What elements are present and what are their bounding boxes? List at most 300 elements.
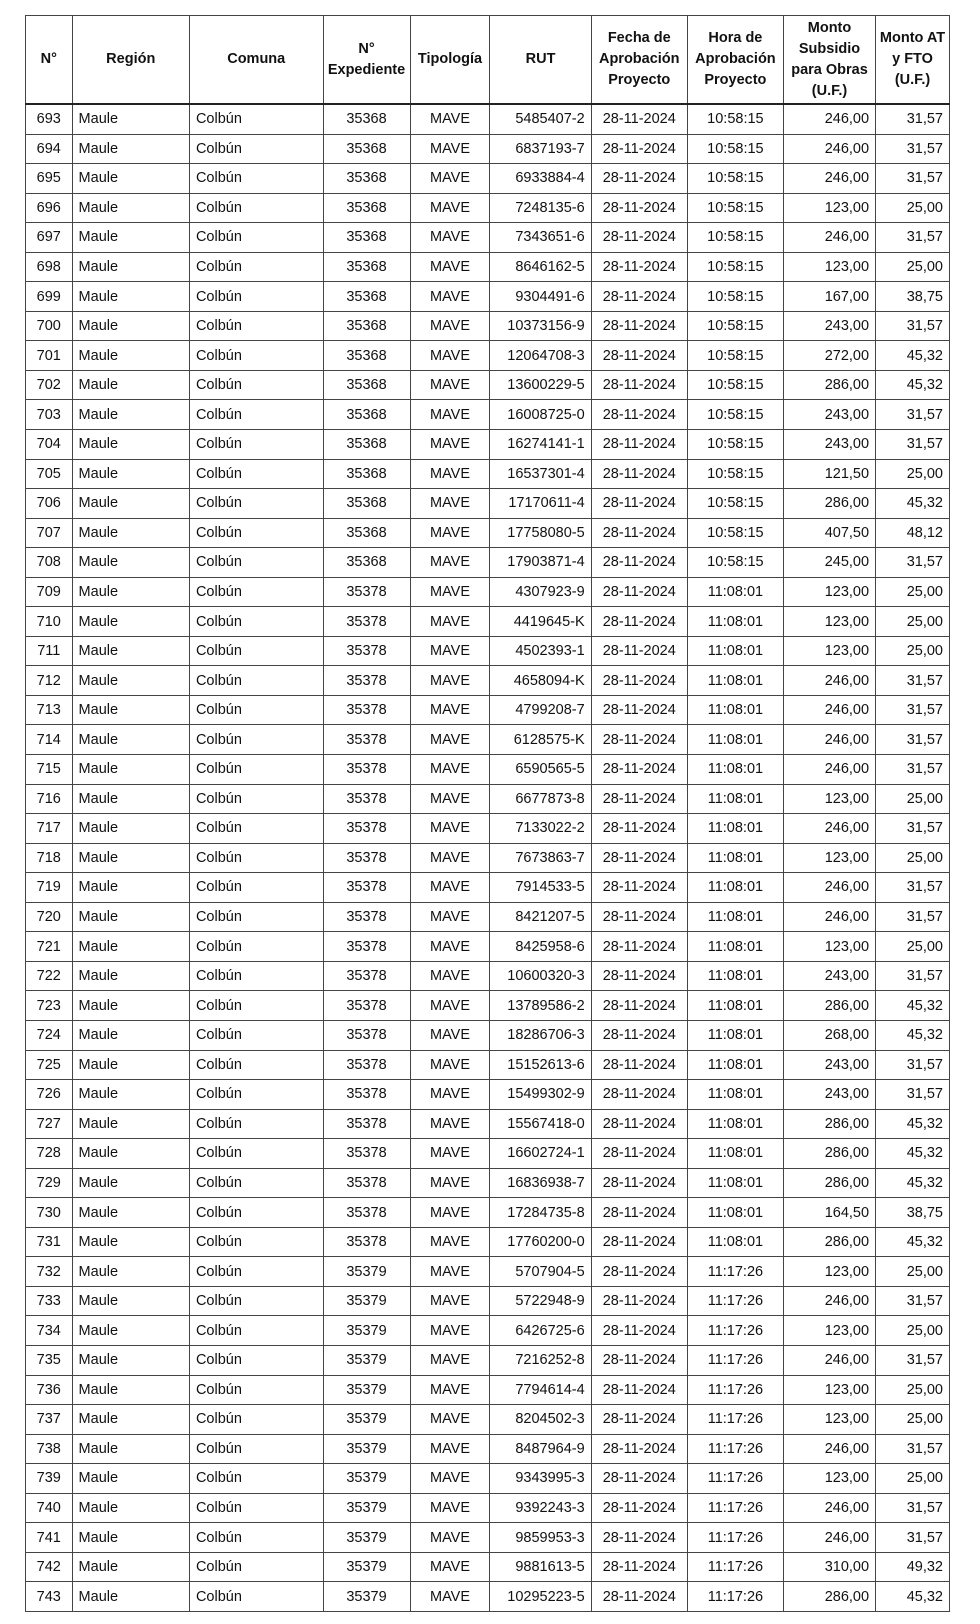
cell-numero: 741 bbox=[26, 1523, 73, 1553]
cell-monto-subsidio: 246,00 bbox=[783, 902, 875, 932]
cell-monto-at-fto: 31,57 bbox=[876, 695, 950, 725]
cell-numero: 722 bbox=[26, 961, 73, 991]
cell-numero: 714 bbox=[26, 725, 73, 755]
cell-tipologia: MAVE bbox=[410, 311, 490, 341]
table-row bbox=[26, 1375, 950, 1405]
cell-fecha: 28-11-2024 bbox=[591, 784, 687, 814]
cell-numero: 708 bbox=[26, 548, 73, 578]
cell-monto-at-fto: 25,00 bbox=[876, 577, 950, 607]
header-rut: RUT bbox=[490, 16, 591, 105]
cell-comuna: Colbún bbox=[189, 252, 323, 282]
cell-fecha: 28-11-2024 bbox=[591, 370, 687, 400]
cell-rut: 15499302-9 bbox=[490, 1080, 591, 1110]
cell-comuna: Colbún bbox=[189, 1168, 323, 1198]
cell-hora: 11:08:01 bbox=[687, 1139, 783, 1169]
cell-fecha: 28-11-2024 bbox=[591, 1523, 687, 1553]
table-row bbox=[26, 1434, 950, 1464]
cell-monto-at-fto: 31,57 bbox=[876, 873, 950, 903]
table-row bbox=[26, 784, 950, 814]
table-row bbox=[26, 400, 950, 430]
cell-monto-subsidio: 286,00 bbox=[783, 991, 875, 1021]
table-row bbox=[26, 1020, 950, 1050]
cell-numero: 700 bbox=[26, 311, 73, 341]
cell-monto-at-fto: 38,75 bbox=[876, 1198, 950, 1228]
cell-tipologia: MAVE bbox=[410, 1080, 490, 1110]
cell-rut: 17758080-5 bbox=[490, 518, 591, 548]
cell-monto-subsidio: 243,00 bbox=[783, 430, 875, 460]
cell-fecha: 28-11-2024 bbox=[591, 932, 687, 962]
cell-monto-subsidio: 243,00 bbox=[783, 961, 875, 991]
cell-rut: 16537301-4 bbox=[490, 459, 591, 489]
cell-monto-subsidio: 167,00 bbox=[783, 282, 875, 312]
cell-expediente: 35378 bbox=[323, 636, 410, 666]
cell-tipologia: MAVE bbox=[410, 932, 490, 962]
cell-hora: 11:08:01 bbox=[687, 961, 783, 991]
cell-hora: 10:58:15 bbox=[687, 282, 783, 312]
cell-hora: 11:17:26 bbox=[687, 1316, 783, 1346]
cell-numero: 698 bbox=[26, 252, 73, 282]
cell-hora: 11:08:01 bbox=[687, 873, 783, 903]
cell-tipologia: MAVE bbox=[410, 282, 490, 312]
cell-region: Maule bbox=[72, 282, 189, 312]
cell-fecha: 28-11-2024 bbox=[591, 725, 687, 755]
table-row bbox=[26, 1552, 950, 1582]
cell-comuna: Colbún bbox=[189, 104, 323, 134]
cell-monto-at-fto: 45,32 bbox=[876, 1139, 950, 1169]
cell-rut: 4307923-9 bbox=[490, 577, 591, 607]
cell-region: Maule bbox=[72, 370, 189, 400]
cell-fecha: 28-11-2024 bbox=[591, 104, 687, 134]
cell-numero: 704 bbox=[26, 430, 73, 460]
cell-region: Maule bbox=[72, 430, 189, 460]
cell-expediente: 35368 bbox=[323, 311, 410, 341]
cell-fecha: 28-11-2024 bbox=[591, 695, 687, 725]
cell-comuna: Colbún bbox=[189, 873, 323, 903]
cell-comuna: Colbún bbox=[189, 1080, 323, 1110]
cell-fecha: 28-11-2024 bbox=[591, 814, 687, 844]
table-row bbox=[26, 430, 950, 460]
cell-hora: 10:58:15 bbox=[687, 459, 783, 489]
cell-region: Maule bbox=[72, 459, 189, 489]
cell-hora: 11:08:01 bbox=[687, 755, 783, 785]
cell-numero: 738 bbox=[26, 1434, 73, 1464]
cell-hora: 11:17:26 bbox=[687, 1493, 783, 1523]
cell-comuna: Colbún bbox=[189, 1552, 323, 1582]
cell-numero: 727 bbox=[26, 1109, 73, 1139]
cell-region: Maule bbox=[72, 843, 189, 873]
cell-tipologia: MAVE bbox=[410, 1109, 490, 1139]
cell-comuna: Colbún bbox=[189, 1109, 323, 1139]
cell-region: Maule bbox=[72, 1405, 189, 1435]
cell-expediente: 35368 bbox=[323, 430, 410, 460]
cell-expediente: 35379 bbox=[323, 1434, 410, 1464]
cell-rut: 7914533-5 bbox=[490, 873, 591, 903]
cell-numero: 707 bbox=[26, 518, 73, 548]
cell-hora: 11:08:01 bbox=[687, 1168, 783, 1198]
cell-comuna: Colbún bbox=[189, 843, 323, 873]
cell-region: Maule bbox=[72, 1552, 189, 1582]
cell-monto-at-fto: 31,57 bbox=[876, 1080, 950, 1110]
table-row bbox=[26, 282, 950, 312]
cell-tipologia: MAVE bbox=[410, 577, 490, 607]
cell-comuna: Colbún bbox=[189, 1227, 323, 1257]
cell-comuna: Colbún bbox=[189, 311, 323, 341]
cell-fecha: 28-11-2024 bbox=[591, 459, 687, 489]
cell-hora: 10:58:15 bbox=[687, 400, 783, 430]
cell-numero: 728 bbox=[26, 1139, 73, 1169]
cell-monto-subsidio: 246,00 bbox=[783, 1286, 875, 1316]
table-row bbox=[26, 873, 950, 903]
cell-hora: 10:58:15 bbox=[687, 518, 783, 548]
cell-tipologia: MAVE bbox=[410, 1286, 490, 1316]
cell-hora: 11:08:01 bbox=[687, 1050, 783, 1080]
cell-monto-subsidio: 407,50 bbox=[783, 518, 875, 548]
cell-numero: 716 bbox=[26, 784, 73, 814]
cell-numero: 726 bbox=[26, 1080, 73, 1110]
cell-rut: 7343651-6 bbox=[490, 223, 591, 253]
cell-region: Maule bbox=[72, 1139, 189, 1169]
cell-fecha: 28-11-2024 bbox=[591, 252, 687, 282]
header-monto-at-fto: Monto AT y FTO (U.F.) bbox=[876, 16, 950, 105]
cell-rut: 16274141-1 bbox=[490, 430, 591, 460]
cell-monto-subsidio: 243,00 bbox=[783, 400, 875, 430]
cell-numero: 715 bbox=[26, 755, 73, 785]
cell-hora: 10:58:15 bbox=[687, 223, 783, 253]
cell-expediente: 35368 bbox=[323, 489, 410, 519]
cell-tipologia: MAVE bbox=[410, 607, 490, 637]
cell-comuna: Colbún bbox=[189, 1139, 323, 1169]
cell-hora: 11:17:26 bbox=[687, 1286, 783, 1316]
cell-rut: 4419645-K bbox=[490, 607, 591, 637]
cell-fecha: 28-11-2024 bbox=[591, 1582, 687, 1612]
cell-comuna: Colbún bbox=[189, 1523, 323, 1553]
cell-rut: 8204502-3 bbox=[490, 1405, 591, 1435]
cell-monto-subsidio: 286,00 bbox=[783, 1139, 875, 1169]
table-row bbox=[26, 666, 950, 696]
cell-hora: 11:17:26 bbox=[687, 1552, 783, 1582]
cell-numero: 742 bbox=[26, 1552, 73, 1582]
cell-tipologia: MAVE bbox=[410, 1434, 490, 1464]
cell-fecha: 28-11-2024 bbox=[591, 1493, 687, 1523]
cell-numero: 702 bbox=[26, 370, 73, 400]
cell-numero: 734 bbox=[26, 1316, 73, 1346]
cell-monto-at-fto: 25,00 bbox=[876, 193, 950, 223]
cell-hora: 11:08:01 bbox=[687, 577, 783, 607]
cell-tipologia: MAVE bbox=[410, 725, 490, 755]
cell-tipologia: MAVE bbox=[410, 843, 490, 873]
cell-comuna: Colbún bbox=[189, 1434, 323, 1464]
cell-fecha: 28-11-2024 bbox=[591, 1345, 687, 1375]
table-row bbox=[26, 1582, 950, 1612]
cell-tipologia: MAVE bbox=[410, 1020, 490, 1050]
cell-rut: 8646162-5 bbox=[490, 252, 591, 282]
cell-rut: 6426725-6 bbox=[490, 1316, 591, 1346]
table-row bbox=[26, 223, 950, 253]
cell-monto-at-fto: 31,57 bbox=[876, 1493, 950, 1523]
cell-tipologia: MAVE bbox=[410, 1523, 490, 1553]
cell-monto-at-fto: 31,57 bbox=[876, 666, 950, 696]
cell-tipologia: MAVE bbox=[410, 341, 490, 371]
cell-rut: 16602724-1 bbox=[490, 1139, 591, 1169]
cell-hora: 11:08:01 bbox=[687, 932, 783, 962]
cell-region: Maule bbox=[72, 223, 189, 253]
header-tipologia: Tipología bbox=[410, 16, 490, 105]
cell-hora: 11:08:01 bbox=[687, 1080, 783, 1110]
cell-hora: 11:08:01 bbox=[687, 607, 783, 637]
cell-expediente: 35368 bbox=[323, 341, 410, 371]
table-row bbox=[26, 1493, 950, 1523]
cell-monto-subsidio: 286,00 bbox=[783, 489, 875, 519]
header-fecha-aprobacion: Fecha de Aprobación Proyecto bbox=[591, 16, 687, 105]
cell-fecha: 28-11-2024 bbox=[591, 607, 687, 637]
table-row bbox=[26, 1050, 950, 1080]
table-row bbox=[26, 518, 950, 548]
table-row bbox=[26, 370, 950, 400]
cell-monto-subsidio: 123,00 bbox=[783, 607, 875, 637]
cell-monto-at-fto: 31,57 bbox=[876, 430, 950, 460]
cell-monto-subsidio: 246,00 bbox=[783, 104, 875, 134]
cell-hora: 11:08:01 bbox=[687, 902, 783, 932]
cell-expediente: 35378 bbox=[323, 902, 410, 932]
cell-region: Maule bbox=[72, 1434, 189, 1464]
cell-monto-subsidio: 246,00 bbox=[783, 134, 875, 164]
cell-monto-subsidio: 246,00 bbox=[783, 873, 875, 903]
cell-region: Maule bbox=[72, 1582, 189, 1612]
cell-monto-at-fto: 31,57 bbox=[876, 1050, 950, 1080]
cell-numero: 743 bbox=[26, 1582, 73, 1612]
cell-monto-subsidio: 123,00 bbox=[783, 1316, 875, 1346]
cell-monto-subsidio: 286,00 bbox=[783, 1109, 875, 1139]
cell-region: Maule bbox=[72, 1257, 189, 1287]
cell-hora: 11:08:01 bbox=[687, 843, 783, 873]
cell-rut: 17903871-4 bbox=[490, 548, 591, 578]
cell-monto-at-fto: 25,00 bbox=[876, 1257, 950, 1287]
cell-fecha: 28-11-2024 bbox=[591, 1020, 687, 1050]
cell-rut: 17760200-0 bbox=[490, 1227, 591, 1257]
cell-comuna: Colbún bbox=[189, 902, 323, 932]
cell-numero: 721 bbox=[26, 932, 73, 962]
table-body bbox=[26, 104, 950, 1611]
cell-monto-at-fto: 45,32 bbox=[876, 341, 950, 371]
table-row bbox=[26, 193, 950, 223]
cell-fecha: 28-11-2024 bbox=[591, 902, 687, 932]
cell-rut: 7794614-4 bbox=[490, 1375, 591, 1405]
cell-region: Maule bbox=[72, 518, 189, 548]
cell-region: Maule bbox=[72, 548, 189, 578]
cell-region: Maule bbox=[72, 607, 189, 637]
cell-region: Maule bbox=[72, 1227, 189, 1257]
cell-monto-subsidio: 123,00 bbox=[783, 1405, 875, 1435]
cell-region: Maule bbox=[72, 1493, 189, 1523]
cell-expediente: 35368 bbox=[323, 548, 410, 578]
cell-fecha: 28-11-2024 bbox=[591, 518, 687, 548]
cell-comuna: Colbún bbox=[189, 1198, 323, 1228]
cell-rut: 9304491-6 bbox=[490, 282, 591, 312]
cell-monto-at-fto: 45,32 bbox=[876, 1582, 950, 1612]
table-row bbox=[26, 1316, 950, 1346]
cell-tipologia: MAVE bbox=[410, 164, 490, 194]
table-row bbox=[26, 1198, 950, 1228]
cell-fecha: 28-11-2024 bbox=[591, 1227, 687, 1257]
cell-rut: 7248135-6 bbox=[490, 193, 591, 223]
cell-fecha: 28-11-2024 bbox=[591, 1286, 687, 1316]
cell-comuna: Colbún bbox=[189, 666, 323, 696]
cell-expediente: 35379 bbox=[323, 1286, 410, 1316]
cell-hora: 10:58:15 bbox=[687, 193, 783, 223]
cell-numero: 706 bbox=[26, 489, 73, 519]
cell-comuna: Colbún bbox=[189, 991, 323, 1021]
cell-expediente: 35379 bbox=[323, 1316, 410, 1346]
cell-expediente: 35378 bbox=[323, 607, 410, 637]
cell-monto-subsidio: 245,00 bbox=[783, 548, 875, 578]
header-region: Región bbox=[72, 16, 189, 105]
cell-expediente: 35378 bbox=[323, 577, 410, 607]
cell-rut: 4502393-1 bbox=[490, 636, 591, 666]
table-row bbox=[26, 725, 950, 755]
cell-monto-subsidio: 123,00 bbox=[783, 932, 875, 962]
cell-tipologia: MAVE bbox=[410, 400, 490, 430]
cell-tipologia: MAVE bbox=[410, 1552, 490, 1582]
cell-rut: 6590565-5 bbox=[490, 755, 591, 785]
cell-monto-subsidio: 123,00 bbox=[783, 843, 875, 873]
cell-comuna: Colbún bbox=[189, 1582, 323, 1612]
cell-monto-at-fto: 25,00 bbox=[876, 1405, 950, 1435]
cell-numero: 705 bbox=[26, 459, 73, 489]
cell-region: Maule bbox=[72, 400, 189, 430]
cell-tipologia: MAVE bbox=[410, 1464, 490, 1494]
cell-expediente: 35368 bbox=[323, 164, 410, 194]
cell-region: Maule bbox=[72, 1020, 189, 1050]
cell-region: Maule bbox=[72, 725, 189, 755]
cell-monto-at-fto: 25,00 bbox=[876, 1464, 950, 1494]
cell-expediente: 35378 bbox=[323, 695, 410, 725]
cell-tipologia: MAVE bbox=[410, 695, 490, 725]
cell-rut: 9881613-5 bbox=[490, 1552, 591, 1582]
cell-region: Maule bbox=[72, 489, 189, 519]
cell-numero: 724 bbox=[26, 1020, 73, 1050]
cell-numero: 703 bbox=[26, 400, 73, 430]
cell-tipologia: MAVE bbox=[410, 104, 490, 134]
header-monto-subsidio: Monto Subsidio para Obras (U.F.) bbox=[783, 16, 875, 105]
cell-tipologia: MAVE bbox=[410, 1345, 490, 1375]
cell-fecha: 28-11-2024 bbox=[591, 991, 687, 1021]
cell-hora: 10:58:15 bbox=[687, 164, 783, 194]
cell-comuna: Colbún bbox=[189, 814, 323, 844]
cell-monto-subsidio: 121,50 bbox=[783, 459, 875, 489]
cell-rut: 15152613-6 bbox=[490, 1050, 591, 1080]
cell-fecha: 28-11-2024 bbox=[591, 1168, 687, 1198]
cell-monto-at-fto: 49,32 bbox=[876, 1552, 950, 1582]
cell-fecha: 28-11-2024 bbox=[591, 223, 687, 253]
table-row bbox=[26, 489, 950, 519]
cell-region: Maule bbox=[72, 873, 189, 903]
cell-comuna: Colbún bbox=[189, 1316, 323, 1346]
cell-hora: 11:08:01 bbox=[687, 814, 783, 844]
cell-hora: 10:58:15 bbox=[687, 311, 783, 341]
cell-tipologia: MAVE bbox=[410, 902, 490, 932]
table-row bbox=[26, 607, 950, 637]
cell-rut: 15567418-0 bbox=[490, 1109, 591, 1139]
cell-region: Maule bbox=[72, 991, 189, 1021]
cell-tipologia: MAVE bbox=[410, 991, 490, 1021]
table-row bbox=[26, 1168, 950, 1198]
cell-rut: 5722948-9 bbox=[490, 1286, 591, 1316]
cell-monto-subsidio: 123,00 bbox=[783, 636, 875, 666]
cell-hora: 10:58:15 bbox=[687, 252, 783, 282]
cell-expediente: 35368 bbox=[323, 193, 410, 223]
cell-monto-subsidio: 243,00 bbox=[783, 1080, 875, 1110]
cell-region: Maule bbox=[72, 1464, 189, 1494]
cell-fecha: 28-11-2024 bbox=[591, 164, 687, 194]
cell-monto-at-fto: 31,57 bbox=[876, 1286, 950, 1316]
header-comuna: Comuna bbox=[189, 16, 323, 105]
cell-hora: 11:17:26 bbox=[687, 1464, 783, 1494]
cell-monto-subsidio: 286,00 bbox=[783, 1227, 875, 1257]
table-row bbox=[26, 902, 950, 932]
cell-fecha: 28-11-2024 bbox=[591, 1050, 687, 1080]
cell-fecha: 28-11-2024 bbox=[591, 400, 687, 430]
cell-monto-at-fto: 31,57 bbox=[876, 134, 950, 164]
cell-expediente: 35378 bbox=[323, 814, 410, 844]
cell-comuna: Colbún bbox=[189, 961, 323, 991]
cell-region: Maule bbox=[72, 1109, 189, 1139]
cell-tipologia: MAVE bbox=[410, 370, 490, 400]
cell-comuna: Colbún bbox=[189, 193, 323, 223]
cell-fecha: 28-11-2024 bbox=[591, 548, 687, 578]
cell-monto-at-fto: 45,32 bbox=[876, 1227, 950, 1257]
cell-comuna: Colbún bbox=[189, 430, 323, 460]
table-row bbox=[26, 311, 950, 341]
table-row bbox=[26, 755, 950, 785]
cell-monto-at-fto: 31,57 bbox=[876, 311, 950, 341]
cell-comuna: Colbún bbox=[189, 932, 323, 962]
cell-numero: 710 bbox=[26, 607, 73, 637]
cell-fecha: 28-11-2024 bbox=[591, 755, 687, 785]
cell-expediente: 35378 bbox=[323, 843, 410, 873]
table-row bbox=[26, 459, 950, 489]
table-row bbox=[26, 1227, 950, 1257]
table-row bbox=[26, 1257, 950, 1287]
table-row bbox=[26, 991, 950, 1021]
cell-comuna: Colbún bbox=[189, 489, 323, 519]
cell-expediente: 35379 bbox=[323, 1493, 410, 1523]
cell-region: Maule bbox=[72, 311, 189, 341]
cell-rut: 7673863-7 bbox=[490, 843, 591, 873]
cell-numero: 695 bbox=[26, 164, 73, 194]
cell-hora: 11:17:26 bbox=[687, 1257, 783, 1287]
cell-monto-subsidio: 123,00 bbox=[783, 577, 875, 607]
cell-rut: 4658094-K bbox=[490, 666, 591, 696]
cell-monto-at-fto: 25,00 bbox=[876, 843, 950, 873]
cell-monto-at-fto: 25,00 bbox=[876, 459, 950, 489]
cell-tipologia: MAVE bbox=[410, 755, 490, 785]
cell-fecha: 28-11-2024 bbox=[591, 311, 687, 341]
cell-monto-at-fto: 25,00 bbox=[876, 636, 950, 666]
cell-monto-at-fto: 45,32 bbox=[876, 489, 950, 519]
cell-hora: 11:08:01 bbox=[687, 695, 783, 725]
cell-expediente: 35368 bbox=[323, 459, 410, 489]
cell-comuna: Colbún bbox=[189, 1375, 323, 1405]
cell-expediente: 35378 bbox=[323, 1050, 410, 1080]
cell-expediente: 35378 bbox=[323, 932, 410, 962]
cell-fecha: 28-11-2024 bbox=[591, 1434, 687, 1464]
cell-region: Maule bbox=[72, 341, 189, 371]
cell-rut: 6128575-K bbox=[490, 725, 591, 755]
cell-region: Maule bbox=[72, 1050, 189, 1080]
cell-tipologia: MAVE bbox=[410, 1168, 490, 1198]
cell-monto-at-fto: 31,57 bbox=[876, 755, 950, 785]
cell-region: Maule bbox=[72, 902, 189, 932]
